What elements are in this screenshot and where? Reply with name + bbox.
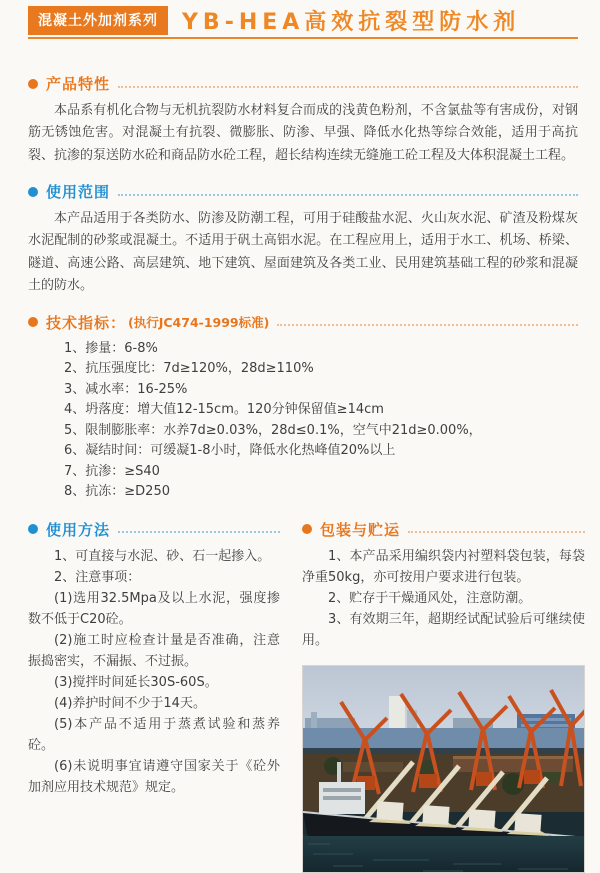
packaging-line: 2、贮存于干燥通风处，注意防潮。 — [328, 590, 532, 606]
section-heading — [28, 519, 280, 540]
spec-item: 1、掺量：6-8% — [64, 340, 158, 356]
dotted-leader — [118, 194, 578, 196]
usage-line: (2)施工时应检查计量是否准确，注意振捣密实，不漏振、不过振。 — [28, 632, 280, 669]
spec-list — [28, 339, 578, 503]
usage-line: (6)未说明事宜请遵守国家关于《砼外加剂应用技术规范》规定。 — [28, 759, 280, 796]
bullet-icon — [302, 524, 312, 534]
section-title: 技术指标： — [46, 313, 127, 332]
packaging-line: 3、有效期三年，超期经试配试验后可继续使用。 — [302, 611, 585, 648]
dotted-leader — [118, 86, 578, 88]
bullet-icon — [28, 524, 38, 534]
dotted-leader — [118, 531, 280, 533]
section-packaging — [290, 519, 585, 873]
spec-item: 2、抗压强度比：7d≥120%，28d≥110% — [64, 361, 314, 377]
dotted-leader — [277, 324, 578, 326]
usage-line: 1、可直接与水泥、砂、石一起掺入。 — [54, 548, 271, 564]
two-column-area — [28, 519, 585, 873]
usage-line: (4)养护时间不少于14天。 — [54, 696, 206, 712]
spec-item: 7、抗渗：≥S40 — [64, 463, 160, 479]
section-heading — [28, 312, 578, 333]
section-product-features — [28, 73, 578, 167]
packaging-lines — [302, 546, 585, 651]
section-title: 使用范围 — [46, 183, 111, 202]
spec-item: 4、坍落度：增大值12-15cm。120分钟保留值≥14cm — [64, 402, 384, 418]
bullet-icon — [28, 317, 38, 327]
section-usage-method — [28, 519, 290, 799]
packaging-line: 1、本产品采用编织袋内衬塑料袋包装，每袋净重50kg，亦可按用户要求进行包装。 — [302, 548, 585, 585]
harbor-photo-svg — [303, 666, 585, 873]
spec-item: 5、限制膨胀率：水养7d≥0.03%，28d≤0.1%，空气中21d≥0.00%， — [64, 422, 482, 438]
series-badge: 混凝土外加剂系列 — [28, 6, 168, 35]
bullet-icon — [28, 79, 38, 89]
dotted-leader — [408, 531, 585, 533]
page-title: YB-HEA高效抗裂型防水剂 — [182, 9, 521, 35]
spec-item: 6、凝结时间：可缓凝1-8小时，降低水化热峰值20%以上 — [64, 443, 396, 459]
usage-line: (5)本产品不适用于蒸煮试验和蒸养砼。 — [28, 717, 280, 754]
usage-line: 2、注意事项： — [54, 569, 141, 585]
features-paragraph: 本品系有机化合物与无机抗裂防水材料复合而成的浅黄色粉剂，不含氯盐等有害成份，对钢筋无锈蚀危害。对混凝土有抗裂、微膨胀、防渗、早强、降低水化热等综合效能，适用于高抗裂、抗渗的泵送防水砼和商品防水砼工程，超长结构连续无缝施工砼工程及大体积混凝土工程。 — [28, 103, 578, 163]
bullet-icon — [28, 187, 38, 197]
section-usage-scope — [28, 181, 578, 297]
section-standard-note: (执行JC474-1999标准) — [128, 315, 270, 331]
spec-item: 8、抗冻：≥D250 — [64, 484, 170, 500]
harbor-photo — [302, 665, 585, 873]
spec-item: 3、减水率：16-25% — [64, 381, 188, 397]
section-title: 使用方法 — [46, 520, 111, 539]
scope-paragraph: 本产品适用于各类防水、防渗及防潮工程，可用于硅酸盐水泥、火山灰水泥、矿渣及粉煤灰水泥配制的砂浆或混凝土。不适用于矾土高铝水泥。在工程应用上，适用于水工、机场、桥梁、隧道、高速公路、高层建筑、地下建筑、屋面建筑及各类工业、民用建筑基础工程的砂浆和混凝土的防水。 — [28, 211, 578, 294]
section-heading — [28, 181, 578, 202]
section-heading — [28, 73, 578, 94]
section-title: 包装与贮运 — [320, 520, 401, 539]
page-header — [28, 6, 578, 39]
usage-line: (3)搅拌时间延长30S-60S。 — [54, 675, 218, 691]
usage-line: (1)选用32.5Mpa及以上水泥，强度掺数不低于C20砼。 — [28, 590, 280, 627]
section-title: 产品特性 — [46, 75, 111, 93]
section-tech-specs — [28, 312, 578, 503]
section-heading — [302, 519, 585, 540]
usage-lines — [28, 546, 280, 799]
